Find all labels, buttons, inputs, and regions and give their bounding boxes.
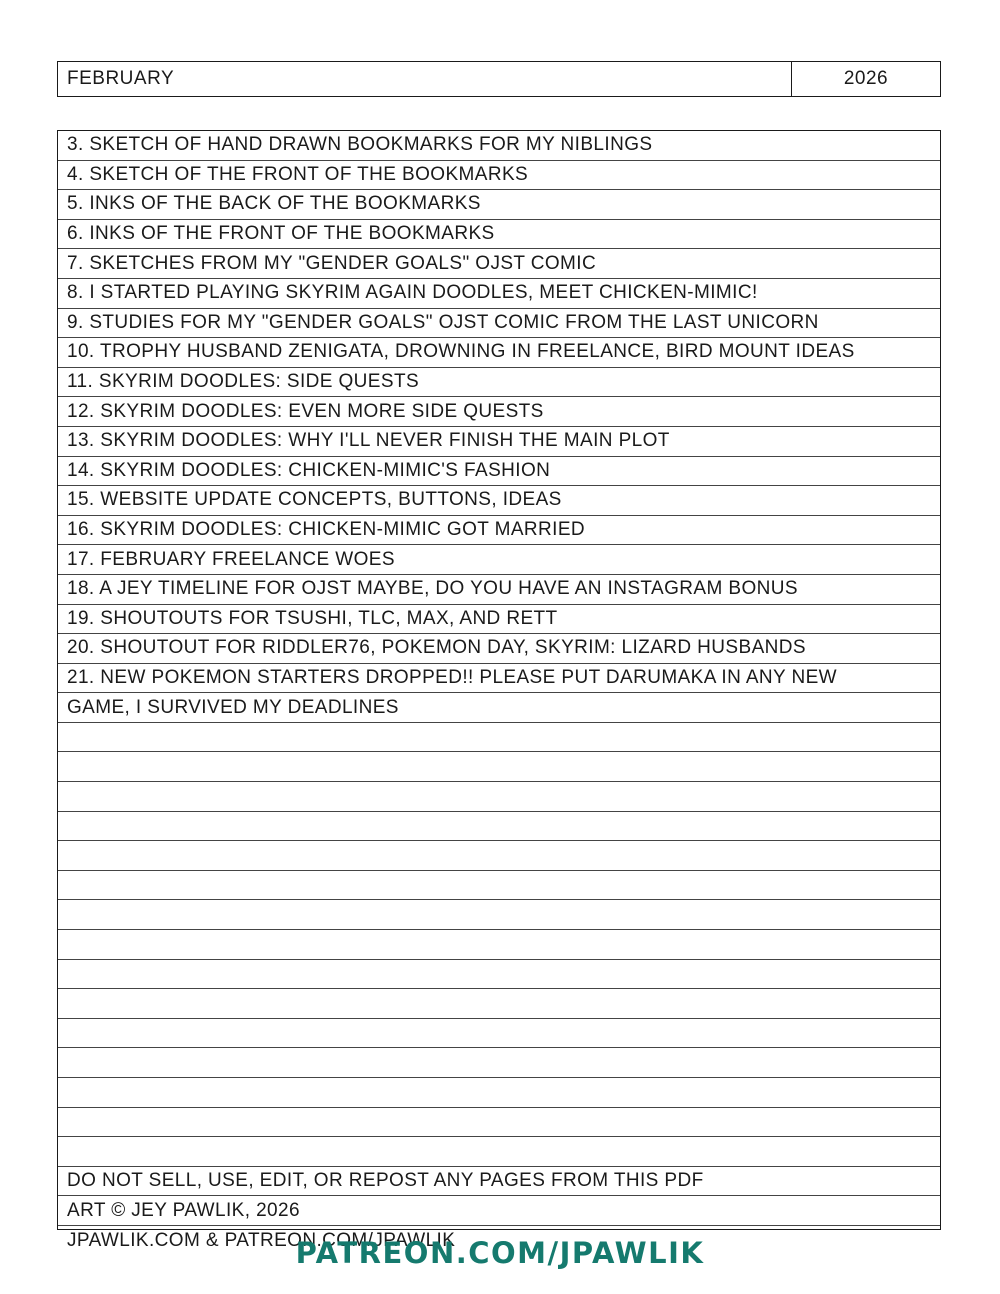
entry-row: 20. SHOUTOUT FOR RIDDLER76, POKEMON DAY, SKYRIM: LIZARD HUSBANDS xyxy=(58,634,940,664)
entry-row: 8. I STARTED PLAYING SKYRIM AGAIN DOODLES, MEET CHICKEN-MIMIC! xyxy=(58,279,940,309)
entry-row: 18. A JEY TIMELINE FOR OJST MAYBE, DO YOU HAVE AN INSTAGRAM BONUS xyxy=(58,575,940,605)
entry-row: ART © JEY PAWLIK, 2026 xyxy=(58,1196,940,1226)
header-box xyxy=(57,61,941,97)
entry-row: 14. SKYRIM DOODLES: CHICKEN-MIMIC'S FASHION xyxy=(58,457,940,487)
entry-row: 21. NEW POKEMON STARTERS DROPPED!! PLEASE PUT DARUMAKA IN ANY NEW xyxy=(58,664,940,694)
entry-row: 11. SKYRIM DOODLES: SIDE QUESTS xyxy=(58,368,940,398)
entry-row: 13. SKYRIM DOODLES: WHY I'LL NEVER FINISH THE MAIN PLOT xyxy=(58,427,940,457)
entry-row: 10. TROPHY HUSBAND ZENIGATA, DROWNING IN FREELANCE, BIRD MOUNT IDEAS xyxy=(58,338,940,368)
blank-row xyxy=(58,989,940,1019)
entry-row: GAME, I SURVIVED MY DEADLINES xyxy=(58,693,940,723)
blank-row xyxy=(58,752,940,782)
blank-row xyxy=(58,1108,940,1138)
entries-table xyxy=(57,130,941,1251)
entry-row: 16. SKYRIM DOODLES: CHICKEN-MIMIC GOT MARRIED xyxy=(58,516,940,546)
entry-row: 12. SKYRIM DOODLES: EVEN MORE SIDE QUESTS xyxy=(58,397,940,427)
year-label: 2026 xyxy=(843,68,889,89)
blank-row xyxy=(58,1048,940,1078)
entry-row: 3. SKETCH OF HAND DRAWN BOOKMARKS FOR MY NIBLINGS xyxy=(58,131,940,161)
blank-row xyxy=(58,1137,940,1167)
blank-row xyxy=(58,930,940,960)
blank-row xyxy=(58,1019,940,1049)
entry-row: JPAWLIK.COM & PATREON.COM/JPAWLIK xyxy=(67,1229,456,1251)
entry-row: 17. FEBRUARY FREELANCE WOES xyxy=(58,545,940,575)
entry-row: 9. STUDIES FOR MY "GENDER GOALS" OJST COMIC FROM THE LAST UNICORN xyxy=(58,309,940,339)
blank-row xyxy=(58,1078,940,1108)
entry-row: 19. SHOUTOUTS FOR TSUSHI, TLC, MAX, AND RETT xyxy=(58,605,940,635)
entry-row: 6. INKS OF THE FRONT OF THE BOOKMARKS xyxy=(58,220,940,250)
entry-row: 5. INKS OF THE BACK OF THE BOOKMARKS xyxy=(58,190,940,220)
blank-row xyxy=(58,960,940,990)
entry-row: DO NOT SELL, USE, EDIT, OR REPOST ANY PAGES FROM THIS PDF xyxy=(58,1167,940,1197)
blank-row xyxy=(58,900,940,930)
blank-row xyxy=(58,782,940,812)
blank-row xyxy=(58,723,940,753)
blank-row xyxy=(58,841,940,871)
blank-row xyxy=(58,871,940,901)
entry-row: 7. SKETCHES FROM MY "GENDER GOALS" OJST COMIC xyxy=(58,249,940,279)
blank-row xyxy=(58,812,940,842)
entry-row: 4. SKETCH OF THE FRONT OF THE BOOKMARKS xyxy=(58,161,940,191)
patreon-link[interactable]: PATREON.COM/JPAWLIK xyxy=(295,1236,705,1270)
entry-row: 15. WEBSITE UPDATE CONCEPTS, BUTTONS, IDEAS xyxy=(58,486,940,516)
month-label: FEBRUARY xyxy=(58,62,792,96)
